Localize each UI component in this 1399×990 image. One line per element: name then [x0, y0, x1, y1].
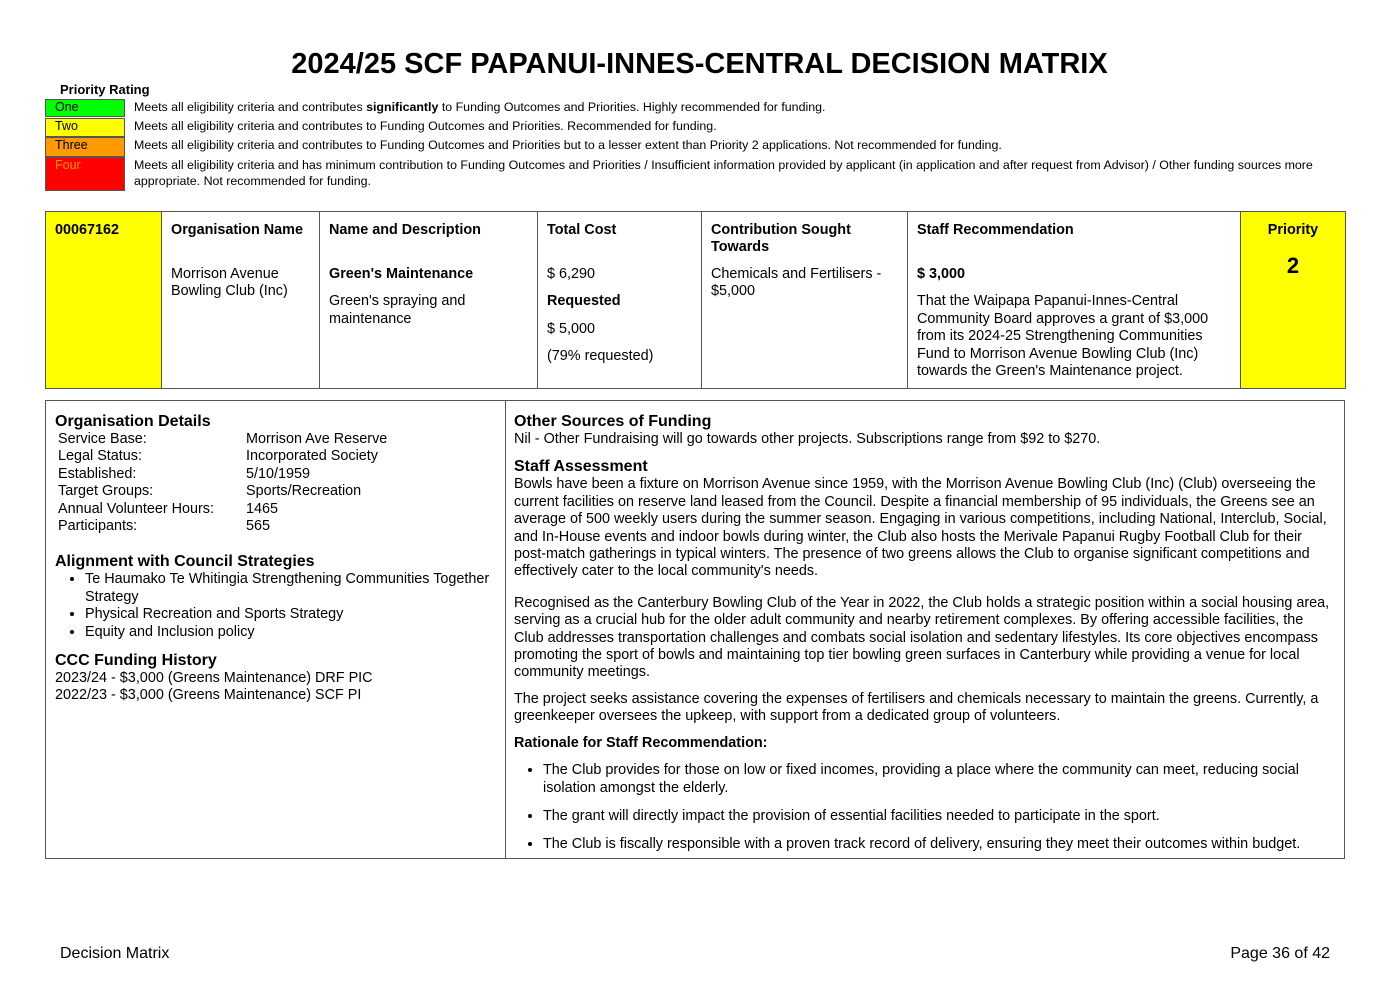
- priority-one-desc: Meets all eligibility criteria and contributes significantly to Funding Outcomes and Priorities. Highly recommended for funding.: [134, 100, 826, 114]
- priority-row-three: [45, 137, 1335, 155]
- priority-header: Priority: [1267, 222, 1319, 238]
- total-cost-header: Total Cost: [547, 222, 617, 238]
- project-name: Green's Maintenance: [329, 266, 474, 282]
- assessment-paragraph: The project seeks assistance covering the expenses of fertilisers and chemicals necessary to maintain the greens. Currently, a greenkeeper oversees the upkeep, with support from a dedicated group of volunteers.: [514, 690, 1319, 725]
- staff-rec-header: Staff Recommendation: [917, 222, 1074, 238]
- org-name-header: Organisation Name: [171, 222, 303, 238]
- project-desc: Green's spraying and maintenance: [329, 293, 466, 327]
- list-item: • Physical Recreation and Sports Strategy: [85, 606, 495, 623]
- rationale-list: [514, 762, 1334, 854]
- funding-history-item: 2023/24 - $3,000 (Greens Maintenance) DRF PIC: [55, 670, 373, 687]
- page-number: Page 36 of 42: [1230, 945, 1330, 962]
- org-name-cell: [162, 212, 320, 389]
- contribution-header: Contribution Sought Towards: [711, 222, 851, 256]
- name-desc-header: Name and Description: [329, 222, 481, 238]
- details-right-column: [506, 401, 1344, 858]
- priority-two-desc: Meets all eligibility criteria and contributes to Funding Outcomes and Priorities. Recommended for funding.: [134, 119, 717, 133]
- details-left-column: [46, 401, 506, 858]
- priority-three-desc: Meets all eligibility criteria and contributes to Funding Outcomes and Priorities but to a lesser extent than Priority 2 applications. Not recommended for funding.: [134, 138, 1002, 152]
- staff-rec-text: That the Waipapa Papanui-Innes-Central Community Board approves a grant of $3,000 from its 2024-25 Strengthening Communities Fund to Morrison Avenue Bowling Club (Inc) towards the Green's Maintenance project.: [917, 293, 1209, 380]
- list-item: • The grant will directly impact the provision of essential facilities needed to participate in the sport.: [543, 808, 1334, 825]
- org-details-list: [55, 431, 495, 535]
- application-table: [45, 211, 1346, 389]
- contribution-cell: [702, 212, 908, 389]
- application-id-cell: [46, 212, 162, 389]
- priority-four-desc: Meets all eligibility criteria and has minimum contribution to Funding Outcomes and Priorities / Insufficient information provided by applicant (in application and after request from Advisor) / Other funding sources more appropriate. Not recommended for funding.: [134, 158, 1313, 188]
- list-item: • The Club provides for those on low or fixed incomes, providing a place where the community can meet, reducing social isolation amongst the elderly.: [543, 762, 1334, 797]
- priority-row-two: [45, 118, 1335, 136]
- priority-value: 2: [1286, 253, 1300, 279]
- footer-left: Decision Matrix: [60, 945, 170, 962]
- org-detail-row: Participants: 565: [58, 518, 271, 535]
- total-cost-cell: [538, 212, 702, 389]
- org-detail-row: Established: 5/10/1959: [58, 465, 311, 482]
- funding-history-heading: CCC Funding History: [55, 652, 217, 670]
- priority-two-swatch: Two: [45, 118, 125, 137]
- other-sources-text: Nil - Other Fundraising will go towards other projects. Subscriptions range from $92 to $270.: [514, 431, 1101, 447]
- requested-label: Requested: [547, 293, 621, 310]
- staff-assessment-heading: Staff Assessment: [514, 458, 648, 476]
- requested-amount: $ 5,000: [547, 320, 596, 337]
- assessment-paragraph: Bowls have been a fixture on Morrison Avenue since 1959, with the Morrison Avenue Bowling Club (Inc) (Club) overseeing the current facilities on reserve land leased from the Council. Despite a financial membership of 95 individuals, the Greens see an average of 500 weekly users during the summer season. Engaging in various competitions, including National, Interclub, Social, and In-House events and indoor bowls during winter, the Club also hosts the Merivale Papanui Rugby Football Club for their post-match gatherings in typical winters. The presence of two greens allows the Club to organise significant competitions and effectively cater to the local community's needs.: [514, 476, 1327, 580]
- org-detail-row: Legal Status: Incorporated Society: [58, 448, 378, 465]
- priority-one-swatch: One: [45, 99, 125, 117]
- list-item: • The Club is fiscally responsible with a proven track record of delivery, ensuring they meet their outcomes within budget.: [543, 836, 1334, 853]
- name-desc-cell: [320, 212, 538, 389]
- requested-percent: (79% requested): [547, 348, 654, 365]
- org-detail-row: Service Base: Morrison Ave Reserve: [58, 431, 388, 447]
- org-name: Morrison Avenue Bowling Club (Inc): [171, 266, 288, 300]
- other-sources-heading: Other Sources of Funding: [514, 413, 712, 430]
- total-cost-value: $ 6,290: [547, 266, 596, 282]
- priority-row-four: [45, 157, 1335, 191]
- priority-three-swatch: Three: [45, 137, 125, 157]
- org-details-heading: Organisation Details: [55, 413, 211, 430]
- list-item: • Equity and Inclusion policy: [85, 624, 495, 641]
- staff-rec-amount: $ 3,000: [917, 266, 966, 282]
- org-detail-row: Annual Volunteer Hours: 1465: [58, 500, 279, 517]
- application-id: 00067162: [55, 222, 120, 238]
- contribution-value: Chemicals and Fertilisers - $5,000: [711, 266, 882, 300]
- alignment-list: [55, 571, 495, 641]
- alignment-heading: Alignment with Council Strategies: [55, 553, 315, 571]
- priority-four-swatch: Four: [45, 157, 125, 191]
- priority-rating-heading: Priority Rating: [60, 82, 150, 97]
- details-box: [45, 400, 1345, 859]
- staff-rec-cell: [908, 212, 1241, 389]
- funding-history-item: 2022/23 - $3,000 (Greens Maintenance) SCF PI: [55, 687, 362, 704]
- priority-cell: [1241, 212, 1346, 389]
- list-item: • Te Haumako Te Whitingia Strengthening Communities Together Strategy: [85, 571, 495, 606]
- assessment-paragraph: Recognised as the Canterbury Bowling Club of the Year in 2022, the Club holds a strategic position within a social housing area, serving as a crucial hub for the older adult community and nearby retirement complexes. By offering accessible facilities, the Club addresses transportation challenges and combats social isolation and sedentary lifestyles. Its core objectives encompass promoting the sport of bowls and maintaining top tier bowling green surfaces in Canterbury while providing a venue for local community meetings.: [514, 594, 1330, 681]
- priority-row-one: [45, 99, 1335, 117]
- org-detail-row: Target Groups: Sports/Recreation: [58, 483, 362, 500]
- page-title: 2024/25 SCF PAPANUI-INNES-CENTRAL DECISION MATRIX: [291, 48, 1108, 80]
- rationale-heading: Rationale for Staff Recommendation:: [514, 734, 768, 751]
